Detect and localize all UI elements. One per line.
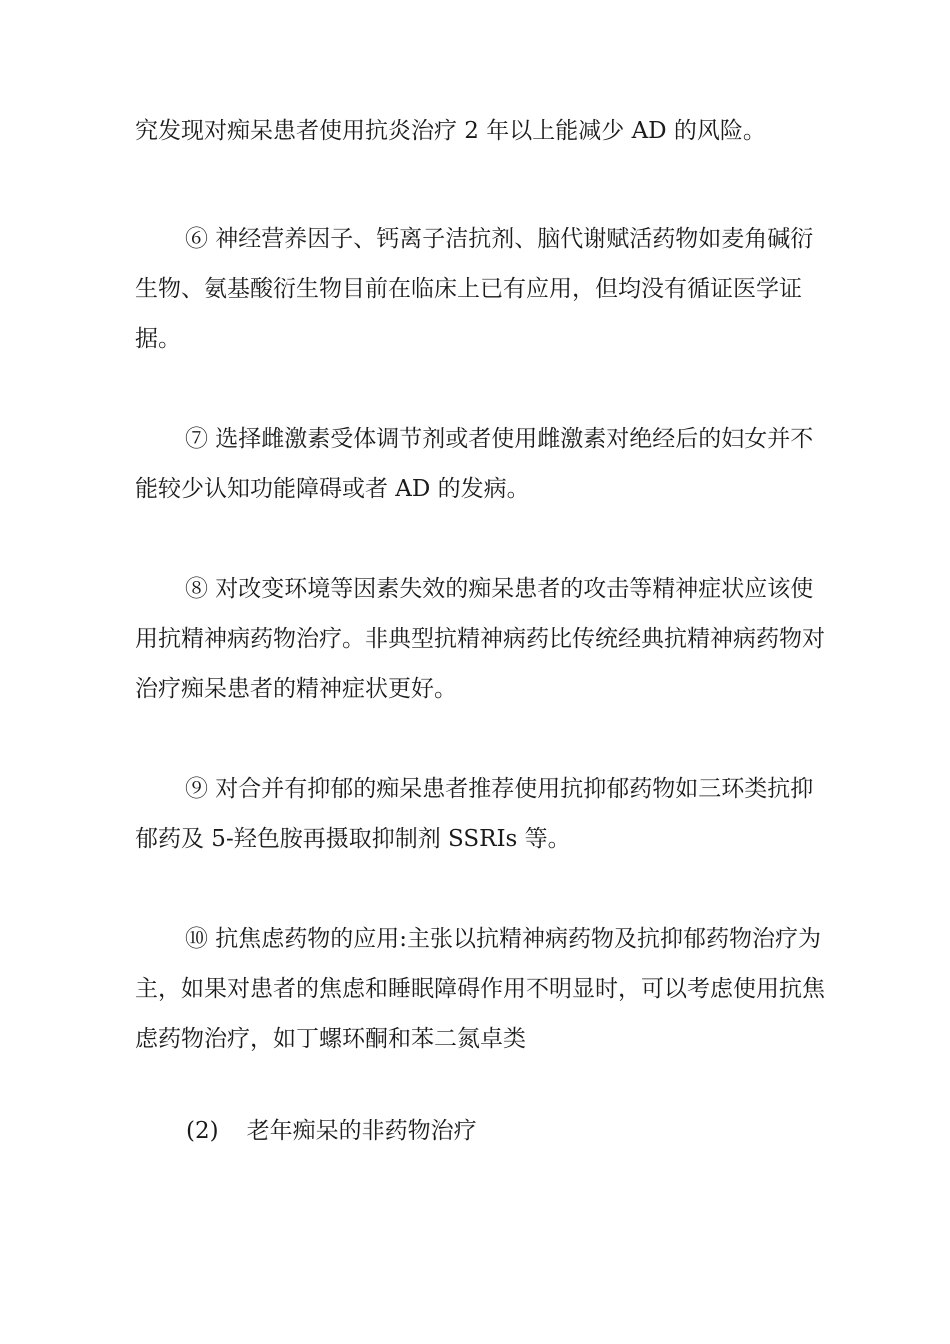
paragraph-item-7: ⑦ 选择雌激素受体调节剂或者使用雌激素对绝经后的妇女并不能较少认知功能障碍或者 AD 的发病。 (135, 426, 814, 502)
paragraph-item-9: ⑨ 对合并有抑郁的痴呆患者推荐使用抗抑郁药物如三环类抗抑郁药及 5-羟色胺再摄取抑制剂 SSRIs 等。 (135, 776, 814, 852)
section-heading-number: (2) (186, 1118, 219, 1144)
paragraph-item-6: ⑥ 神经营养因子、钙离子洁抗剂、脑代谢赋活药物如麦角碱衍生物、氨基酸衍生物目前在临床上已有应用，但均没有循证医学证据。 (135, 226, 814, 352)
section-heading (186, 1106, 477, 1156)
paragraph-item-8: ⑧ 对改变环境等因素失效的痴呆患者的攻击等精神症状应该使用抗精神病药物治疗。非典型抗精神病药比传统经典抗精神病药物对治疗痴呆患者的精神症状更好。 (135, 576, 825, 702)
section-heading-title: 老年痴呆的非药物治疗 (246, 1118, 477, 1144)
paragraph-anti-inflammatory: 究发现对痴呆患者使用抗炎治疗 2 年以上能减少 AD 的风险。 (135, 118, 766, 144)
paragraph-item-10: ⑩ 抗焦虑药物的应用:主张以抗精神病药物及抗抑郁药物治疗为主，如果对患者的焦虑和睡眠障碍作用不明显时，可以考虑使用抗焦虑药物治疗，如丁螺环酮和苯二氮卓类 (135, 926, 825, 1052)
